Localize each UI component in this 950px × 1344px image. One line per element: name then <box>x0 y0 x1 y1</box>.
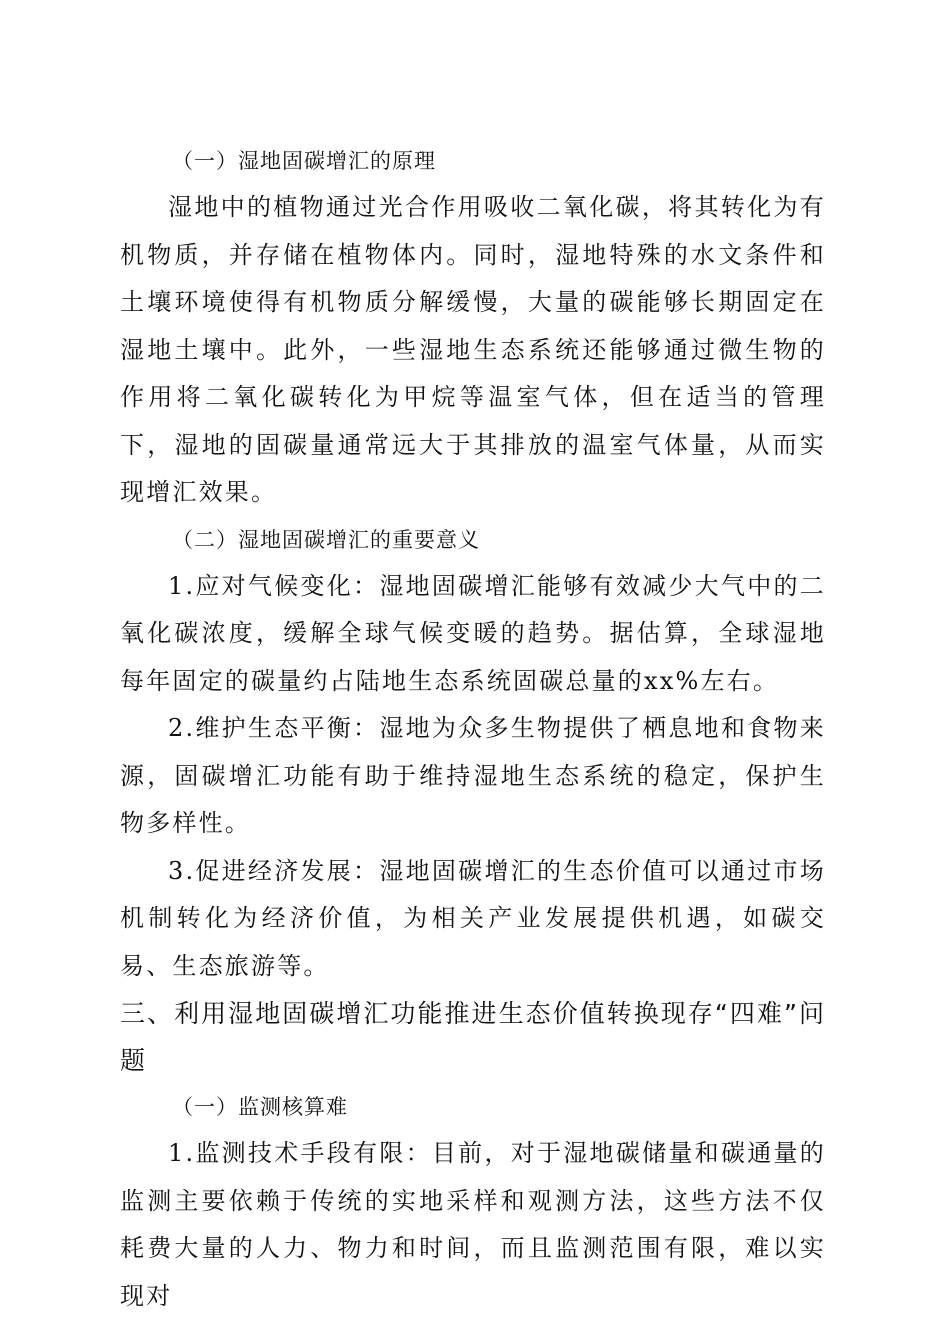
list-item-monitoring-tech: 1.监测技术手段有限：目前，对于湿地碳储量和碳通量的监测主要依赖于传统的实地采样和观测方法，这些方法不仅耗费大量的人力、物力和时间，而且监测范围有限，难以实现对 <box>120 1139 826 1310</box>
chapter-heading-four-difficulties: 三、利用湿地固碳增汇功能推进生态价值转换现存“四难”问题 <box>120 999 826 1075</box>
list-item-economy: 3.促进经济发展：湿地固碳增汇的生态价值可以通过市场机制转化为经济价值，为相关产业发展提供机遇，如碳交易、生态旅游等。 <box>120 856 826 980</box>
list-item-climate: 1.应对气候变化：湿地固碳增汇能够有效减少大气中的二氧化碳浓度，缓解全球气候变暖的趋势。据估算，全球湿地每年固定的碳量约占陆地生态系统固碳总量的xx%左右。 <box>120 571 826 695</box>
document-body <box>120 138 826 1320</box>
paragraph-principle: 湿地中的植物通过光合作用吸收二氧化碳，将其转化为有机物质，并存储在植物体内。同时，湿地特殊的水文条件和土壤环境使得有机物质分解缓慢，大量的碳能够长期固定在湿地土壤中。此外，一些湿地生态系统还能够通过微生物的作用将二氧化碳转化为甲烷等温室气体，但在适当的管理下，湿地的固碳量通常远大于其排放的温室气体量，从而实现增汇效果。 <box>120 193 826 506</box>
list-item-ecology: 2.维护生态平衡：湿地为众多生物提供了栖息地和食物来源，固碳增汇功能有助于维持湿地生态系统的稳定，保护生物多样性。 <box>120 714 826 837</box>
section-heading-principle: （一）湿地固碳增汇的原理 <box>172 149 436 173</box>
section-heading-significance: （二）湿地固碳增汇的重要意义 <box>172 527 480 552</box>
section-heading-monitoring: （一）监测核算难 <box>172 1095 348 1119</box>
